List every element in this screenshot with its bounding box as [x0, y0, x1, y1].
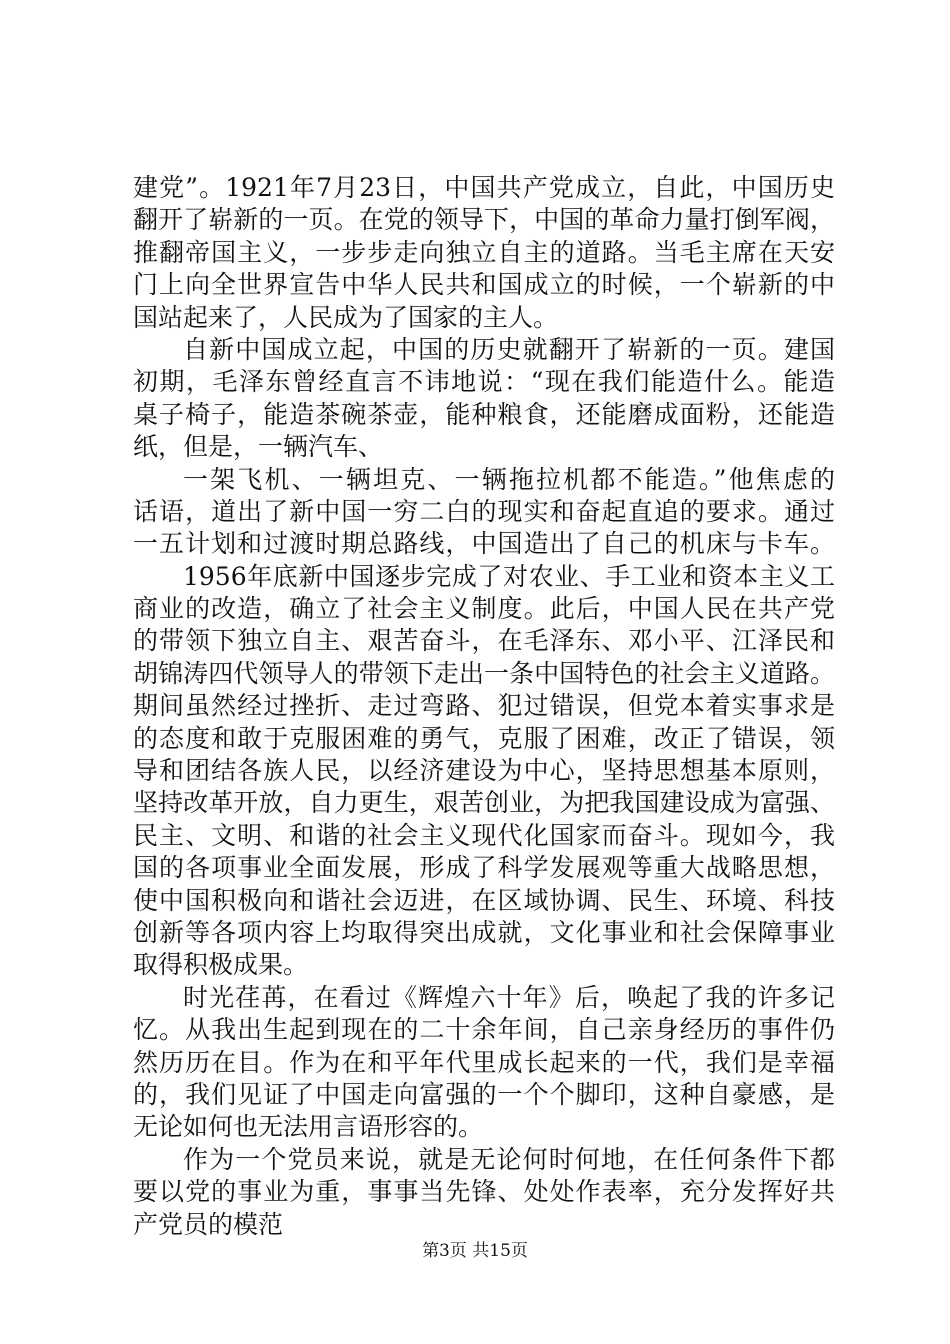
text-line: 胡锦涛四代领导人的带领下走出一条中国特色的社会主义道路。	[133, 658, 835, 688]
text-line: 1956年底新中国逐步完成了对农业、手工业和资本主义工	[183, 561, 835, 591]
text-line: 纸，但是，一辆汽车、	[133, 432, 384, 462]
text-line: 民主、文明、和谐的社会主义现代化国家而奋斗。现如今，我	[133, 820, 835, 850]
text-line: 时光荏苒，在看过《辉煌六十年》后，唤起了我的许多记	[183, 982, 835, 1012]
text-line: 无论如何也无法用言语形容的。	[133, 1112, 484, 1142]
text-line: 产党员的模范	[133, 1209, 284, 1239]
text-line: 国的各项事业全面发展，形成了科学发展观等重大战略思想，	[133, 853, 835, 883]
text-line: 一架飞机、一辆坦克、一辆拖拉机都不能造。”他焦虑的	[183, 464, 835, 494]
text-line: 要以党的事业为重，事事当先锋、处处作表率，充分发挥好共	[133, 1177, 835, 1207]
text-line: 推翻帝国主义，一步步走向独立自主的道路。当毛主席在天安	[133, 237, 835, 267]
text-line: 忆。从我出生起到现在的二十余年间，自己亲身经历的事件仍	[133, 1015, 835, 1045]
text-line: 期间虽然经过挫折、走过弯路、犯过错误，但党本着实事求是	[133, 691, 835, 721]
text-line: 一五计划和过渡时期总路线，中国造出了自己的机床与卡车。	[133, 529, 835, 559]
text-line: 话语，道出了新中国一穷二白的现实和奋起直追的要求。通过	[133, 496, 835, 526]
text-line: 国站起来了，人民成为了国家的主人。	[133, 302, 559, 332]
text-line: 使中国积极向和谐社会迈进，在区域协调、民生、环境、科技	[133, 885, 835, 915]
text-line: 的态度和敢于克服困难的勇气，克服了困难，改正了错误，领	[133, 723, 835, 753]
text-line: 初期，毛泽东曾经直言不讳地说：“现在我们能造什么。能造	[133, 367, 835, 397]
text-line: 桌子椅子，能造茶碗茶壶，能种粮食，还能磨成面粉，还能造	[133, 399, 835, 429]
text-line: 导和团结各族人民，以经济建设为中心，坚持思想基本原则，	[133, 756, 835, 786]
text-line: 商业的改造，确立了社会主义制度。此后，中国人民在共产党	[133, 594, 835, 624]
text-line: 作为一个党员来说，就是无论何时何地，在任何条件下都	[183, 1144, 835, 1174]
page-footer	[0, 1240, 950, 1262]
text-line: 翻开了崭新的一页。在党的领导下，中国的革命力量打倒军阀，	[133, 205, 835, 235]
text-line: 坚持改革开放，自力更生，艰苦创业，为把我国建设成为富强、	[133, 788, 835, 818]
text-line: 门上向全世界宣告中华人民共和国成立的时候，一个崭新的中	[133, 270, 835, 300]
text-line: 建党”。1921年7月23日，中国共产党成立，自此，中国历史	[133, 173, 835, 202]
page-number-label: 第3页 共15页	[422, 1241, 528, 1261]
text-line: 创新等各项内容上均取得突出成就，文化事业和社会保障事业	[133, 917, 835, 947]
text-line: 取得积极成果。	[133, 950, 309, 980]
document-body	[133, 172, 835, 1241]
text-line: 的带领下独立自主、艰苦奋斗，在毛泽东、邓小平、江泽民和	[133, 626, 835, 656]
text-line: 然历历在目。作为在和平年代里成长起来的一代，我们是幸福	[133, 1047, 835, 1077]
text-line: 自新中国成立起，中国的历史就翻开了崭新的一页。建国	[183, 334, 835, 364]
text-line: 的，我们见证了中国走向富强的一个个脚印，这种自豪感，是	[133, 1079, 835, 1109]
